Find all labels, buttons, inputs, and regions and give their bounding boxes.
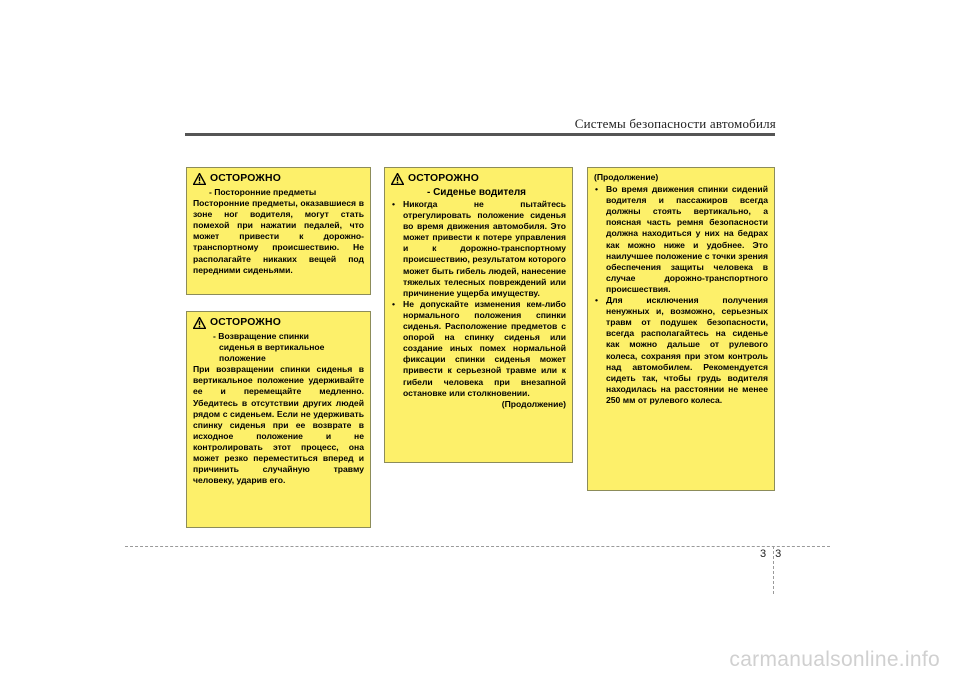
header-rule: [185, 133, 775, 136]
warning-subtitle: - Сиденье водителя: [426, 187, 527, 198]
warning-header: [391, 172, 566, 186]
warning-triangle-icon: [391, 173, 404, 185]
warning-subtitle: - Посторонние предметы: [209, 187, 317, 197]
warning-body: При возвращении спинки сиденья в вертикальное положение удерживайте ее и перемещайте медленно. Убедитесь в отсутствии других людей рядом с сиденьем. Если не удерживать спинку сиденья при ее возврате в исходное положение и не контролировать этот процесс, она может резко переместиться вперед и причинить случайную травму человеку, ударив его.: [193, 364, 364, 486]
warning-body: Посторонние предметы, оказавшиеся в зоне ног водителя, могут стать помехой при нажатии педалей, что может привести к дорожно-транспортному происшествию. Не располагайте никаких вещей под передними сиденьями.: [193, 198, 364, 275]
warning-bullet-list: [594, 184, 768, 406]
list-item: • Никогда не пытайтесь отрегулировать положение сиденья во время движения автомобиля. Это может привести к потере управления и к дорожно-транспортному происшествию, результатом которого может быть гибель людей, нанесение тяжелых телесных повреждений или причинение ущерба имуществу.: [391, 199, 566, 299]
warning-header: [193, 316, 364, 330]
warning-box-foreign-objects: [186, 167, 371, 295]
warning-box-driver-seat: [384, 167, 573, 463]
list-item: • Для исключения получения ненужных и, возможно, серьезных травм от подушек безопасности, всегда располагайтесь на сиденье как можно дальше от рулевого колеса, сохраняя при этом контроль над автомобилем. Рекомендуется сидеть так, чтобы грудь водителя находилась на расстоянии не менее 250 мм от рулевого колеса.: [594, 295, 768, 406]
footer-rule: [125, 546, 830, 547]
watermark: carmanualsonline.info: [729, 648, 940, 671]
chapter-title: Системы безопасности автомобиля: [574, 116, 776, 131]
warning-title: ОСТОРОЖНО: [210, 317, 282, 329]
warning-box-seatback-return: [186, 311, 371, 528]
warning-triangle-icon: [193, 317, 206, 329]
warning-subtitle: - Возвращение спинки сиденья в вертикальное положение: [213, 331, 325, 364]
warning-box-continued: [587, 167, 775, 491]
warning-title: ОСТОРОЖНО: [210, 173, 282, 185]
continued-label: (Продолжение): [501, 398, 566, 409]
list-item: • Во время движения спинки сидений водителя и пассажиров всегда должны стоять вертикально, а поясная часть ремня безопасности должна находиться у них на бедрах как можно ниже и удобнее. Это наилучшее положение с точки зрения обеспечения защиты человека в случае дорожно-транспортного происшествия.: [594, 184, 768, 295]
list-item: • Не допускайте изменения кем-либо нормального положения спинки сиденья. Расположение предметов с опорой на спинку сиденья или создание иных помех нормальной фиксации спинки сиденья может привести к серьезной травме или к гибели человека при внезапной остановке или столкновении.: [391, 299, 566, 399]
continued-label: (Продолжение): [594, 172, 659, 182]
warning-bullet-list: [391, 199, 566, 399]
page-number: 3 3: [760, 548, 785, 560]
warning-triangle-icon: [193, 173, 206, 185]
warning-title: ОСТОРОЖНО: [408, 173, 480, 185]
warning-header: [193, 172, 364, 186]
